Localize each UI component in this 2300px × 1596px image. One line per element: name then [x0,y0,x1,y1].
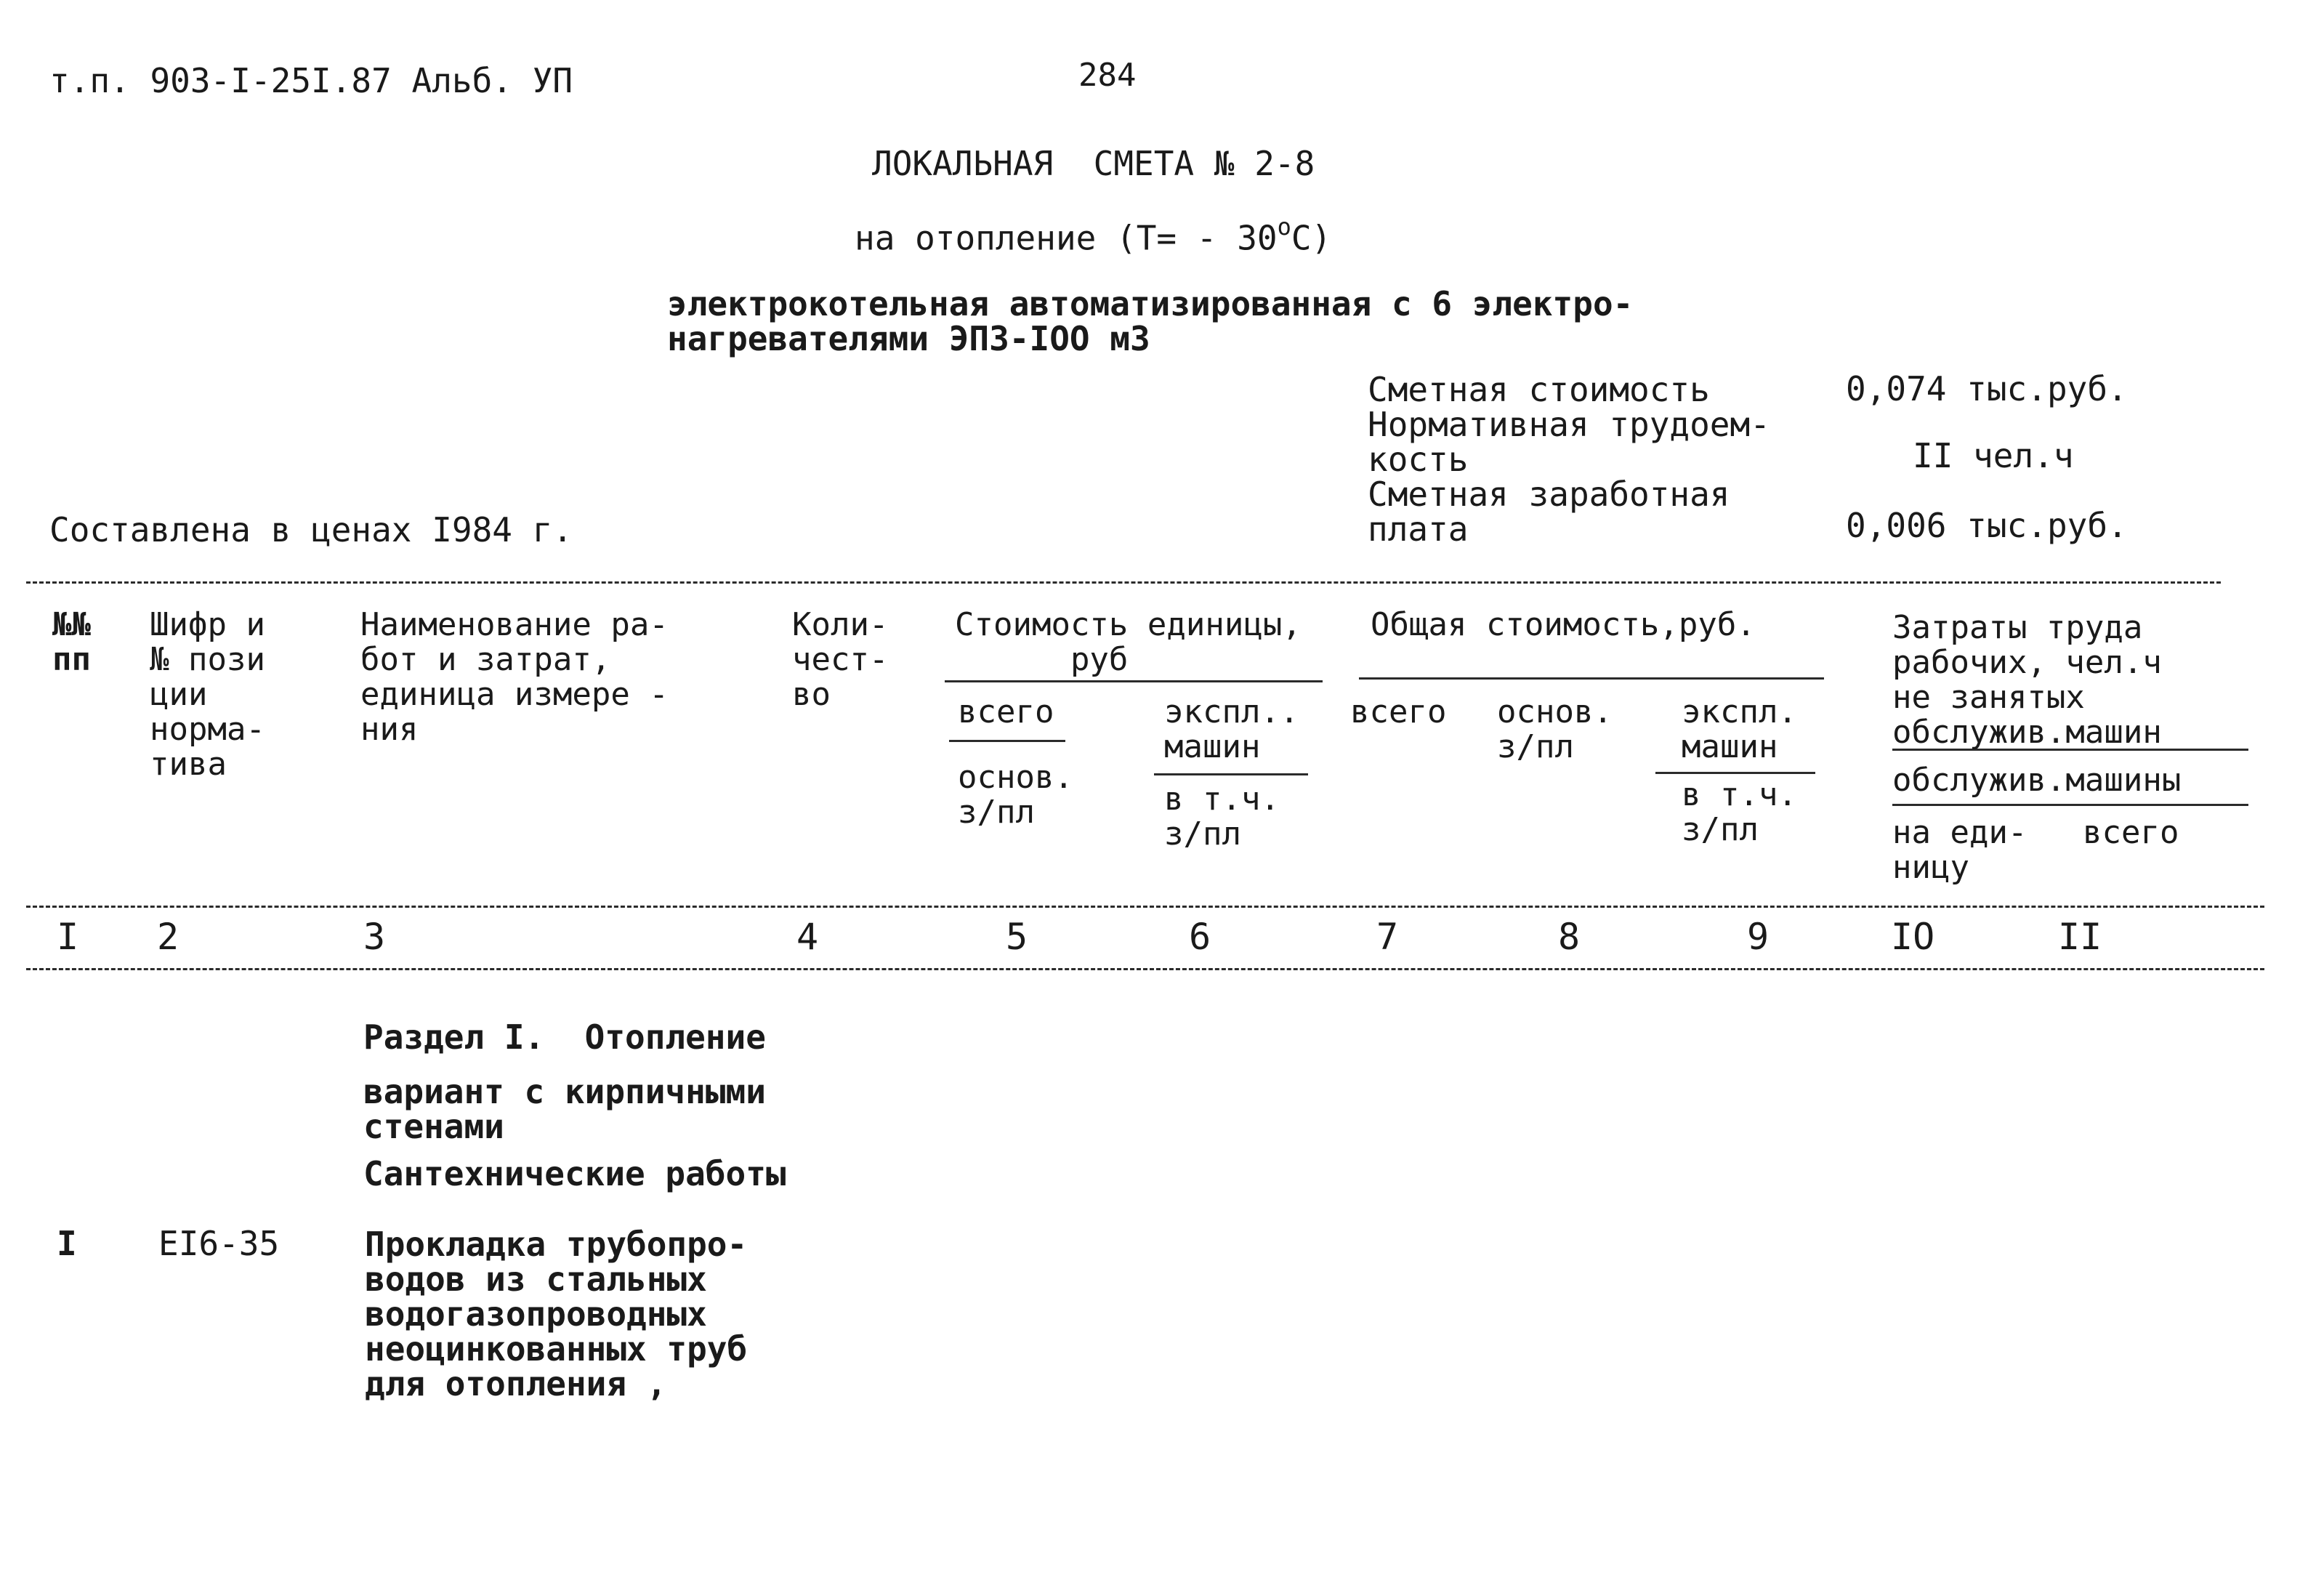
table-top-rule [26,581,2221,584]
column-number: 5 [1006,916,1028,958]
total-cost-rule [1359,677,1824,680]
column-number: 9 [1747,916,1770,958]
wage-label: Сметная заработная плата [1368,475,1730,549]
unit-total-rule [949,740,1065,742]
cost-label: Сметная стоимость [1368,370,1710,409]
unit-cost-rule [945,680,1323,682]
unit-total-header: всего [958,693,1054,730]
column-number: IO [1891,916,1935,958]
total-machine-wage-header: в т.ч. з/пл [1682,776,1797,848]
labor-value: II чел.ч [1913,436,2074,475]
col-name-header: Наименование ра- бот и затрат, единица измере - ния [360,606,669,748]
document-reference: т.п. 903-I-25I.87 Альб. УП [49,61,573,100]
unit-machine-header: экспл.. машин [1164,693,1299,765]
labor-label: Нормативная трудоем- кость [1368,405,1770,479]
total-all-header: всего [1350,693,1447,730]
wage-value: 0,006 тыс.руб. [1846,506,2128,545]
labor-machines-header: обслужив.машины [1892,762,2182,799]
estimate-purpose: на отопление (T= - 30$^o$C) [855,213,1332,258]
column-number: 4 [796,916,819,958]
estimate-subtitle: электрокотельная автоматизированная с 6 электро- нагревателями ЭПЗ-IOO м3 [667,284,1634,358]
page-number: 284 [1078,57,1137,94]
total-machine-header: экспл. машин [1682,693,1797,765]
labor-header: Затраты труда рабочих, чел.ч не занятых обслужив.машин [1892,609,2162,751]
total-machine-rule [1655,772,1815,774]
section-title: Раздел I. Отопление [363,1017,766,1057]
column-number: I [57,916,79,958]
labor-total-header: всего [2083,814,2179,851]
row-code: EI6-35 [158,1224,280,1263]
work-type: Сантехнические работы [363,1154,786,1193]
labor-per-unit-header: на еди- ницу [1892,814,2027,886]
column-number: 2 [157,916,179,958]
unit-wage-header: основ. з/пл [958,759,1073,831]
col-quantity-header: Коли- чест- во [792,606,889,713]
column-number: II [2058,916,2102,958]
row-number: I [57,1224,77,1263]
total-wage-header: основ. з/пл [1497,693,1613,765]
column-number: 8 [1558,916,1581,958]
row-description: Прокладка трубопро- водов из стальных водогазопроводных неоцинкованных труб для отопления , [365,1225,748,1403]
col-number-header: №№ пп [52,606,91,678]
cost-value: 0,074 тыс.руб. [1846,369,2128,408]
estimate-title: ЛОКАЛЬНАЯ СМЕТА № 2-8 [872,144,1315,183]
labor-rule-2 [1892,804,2248,806]
unit-cost-header: Стоимость единицы, руб [955,606,1302,678]
unit-machine-rule [1154,773,1308,775]
unit-machine-wage-header: в т.ч. з/пл [1164,781,1280,853]
prices-note: Составлена в ценах I984 г. [49,510,573,549]
column-number: 7 [1376,916,1399,958]
header-bottom-rule [26,906,2264,908]
total-cost-header: Общая стоимость,руб. [1371,606,1756,643]
column-numbers-rule [26,968,2264,970]
column-number: 3 [363,916,386,958]
column-number: 6 [1189,916,1211,958]
section-variant: вариант с кирпичными стенами [363,1072,766,1146]
col-code-header: Шифр и № пози ции норма- тива [150,606,265,783]
